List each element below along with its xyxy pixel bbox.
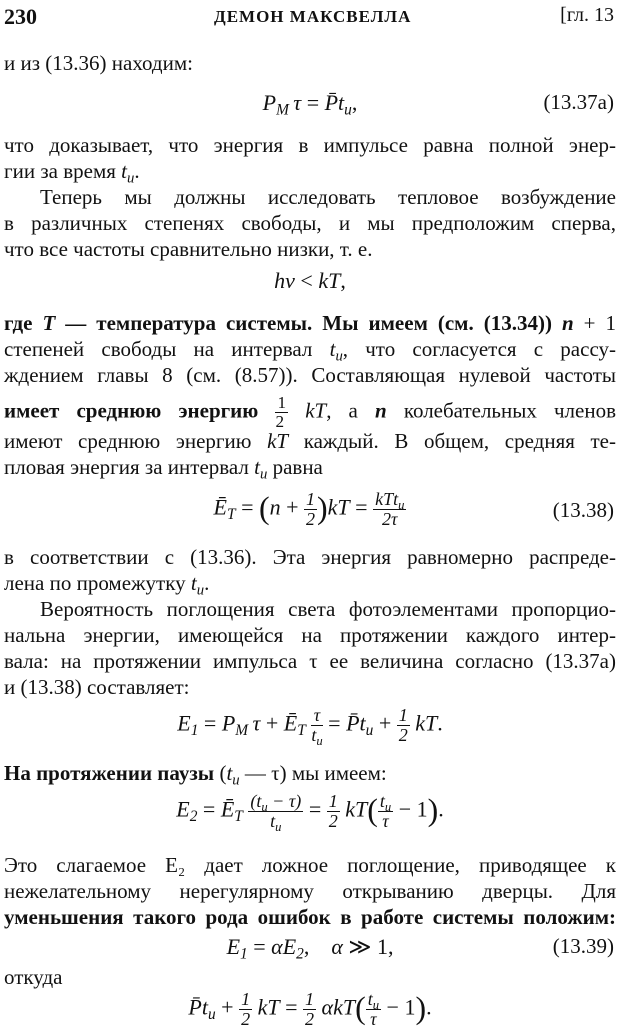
text-line: пловая энергия за интервал $t_u$ равна <box>4 455 323 483</box>
text-line: что доказывает, что энергия в импульсе равна полной энер- <box>4 133 616 157</box>
equation-E1: $E_1 = P_M$ $\tau + Ē_T$ $\frac{\tau}{t_u}$ = $P̄t_u$ + $\frac{1}{2}$ kT. <box>177 705 443 748</box>
text-line: Это слагаемое E₂ дает ложное поглощение, приводящее к <box>4 853 616 877</box>
text-line: гии за время $t_u$. <box>4 159 140 187</box>
text-line: нежелательному нерегулярному открыванию дверцы. Для <box>4 879 616 903</box>
text-line: имеет среднюю энергию $\frac{1}{2}$ kT, а n колебательных членов <box>4 393 616 432</box>
running-title: ДЕМОН МАКСВЕЛЛА <box>214 7 412 26</box>
equation-13-38: $Ē_T = (n$ + $\frac{1}{2}$ )kT = $\frac{kTt_u}{2\tau}$ (13.38) <box>213 489 614 529</box>
equation-number: (13.37a) <box>543 90 614 114</box>
text-line: На протяжении паузы ($t_u$ — τ) мы имеем: <box>4 761 387 789</box>
text-line: и (13.38) составляет: <box>4 675 190 699</box>
text-line: вала: на протяжении импульса τ ее величина согласно (13.37a) <box>4 649 616 673</box>
fraction-one-half: $\frac{1}{2}$ <box>275 393 287 432</box>
text-line: в соответствии с (13.36). Эта энергия равномерно распреде- <box>4 545 616 569</box>
text-line: откуда <box>4 965 63 989</box>
equation-E2: $E_2$ = $Ē_T$ $\frac{(t_u - \tau)}{t_u}$ = $\frac{1}{2}$ kT( $\frac{t_u}{\tau}$ − 1). <box>176 791 444 834</box>
chapter-marker: [гл. 13 <box>560 4 614 26</box>
text-line: уменьшения такого рода ошибок в работе системы положим: <box>4 905 616 929</box>
equation-13-37a: $P_M$ $\tau = P̄t_u$, (13.37a) <box>262 90 614 119</box>
text-line: нальна энергии, имеющейся на протяжении каждого интер- <box>4 623 616 647</box>
text-line: ждением главы 8 (см. (8.57)). Составляющая нулевой частоты <box>4 363 616 387</box>
text-line: что все частоты сравнительно низки, т. е. <box>4 237 373 261</box>
inequality-hv-kT: hν < kT, <box>274 268 346 293</box>
text-line: степеней свободы на интервал $t_u$, что согласуется с рассу- <box>4 337 616 365</box>
text-line: где T — температура системы. Мы имеем (см. (13.34)) n + 1 <box>4 311 616 335</box>
text-line: и из (13.36) находим: <box>4 51 193 75</box>
text-line: Вероятность поглощения света фотоэлементами пропорцио- <box>40 597 616 621</box>
running-header <box>4 4 614 34</box>
page-number: 230 <box>4 4 37 29</box>
text-line: Теперь мы должны исследовать тепловое возбуждение <box>40 185 616 209</box>
text-line: лена по промежутку $t_u$. <box>4 571 210 599</box>
text-line: в различных степенях свободы, и мы предположим сперва, <box>4 211 616 235</box>
equation-number: (13.39) <box>552 934 614 958</box>
equation-13-39: $E_1 = \alpha E_2$, α ≫ 1, (13.39) <box>226 934 614 963</box>
equation-final: $P̄t_u$ + $\frac{1}{2}$ kT = $\frac{1}{2}$ αkT( $\frac{t_u}{\tau}$ − 1). <box>188 989 432 1029</box>
text-line: имеют среднюю энергию kT каждый. В общем, средняя те- <box>4 429 616 453</box>
equation-number: (13.38) <box>552 498 614 522</box>
